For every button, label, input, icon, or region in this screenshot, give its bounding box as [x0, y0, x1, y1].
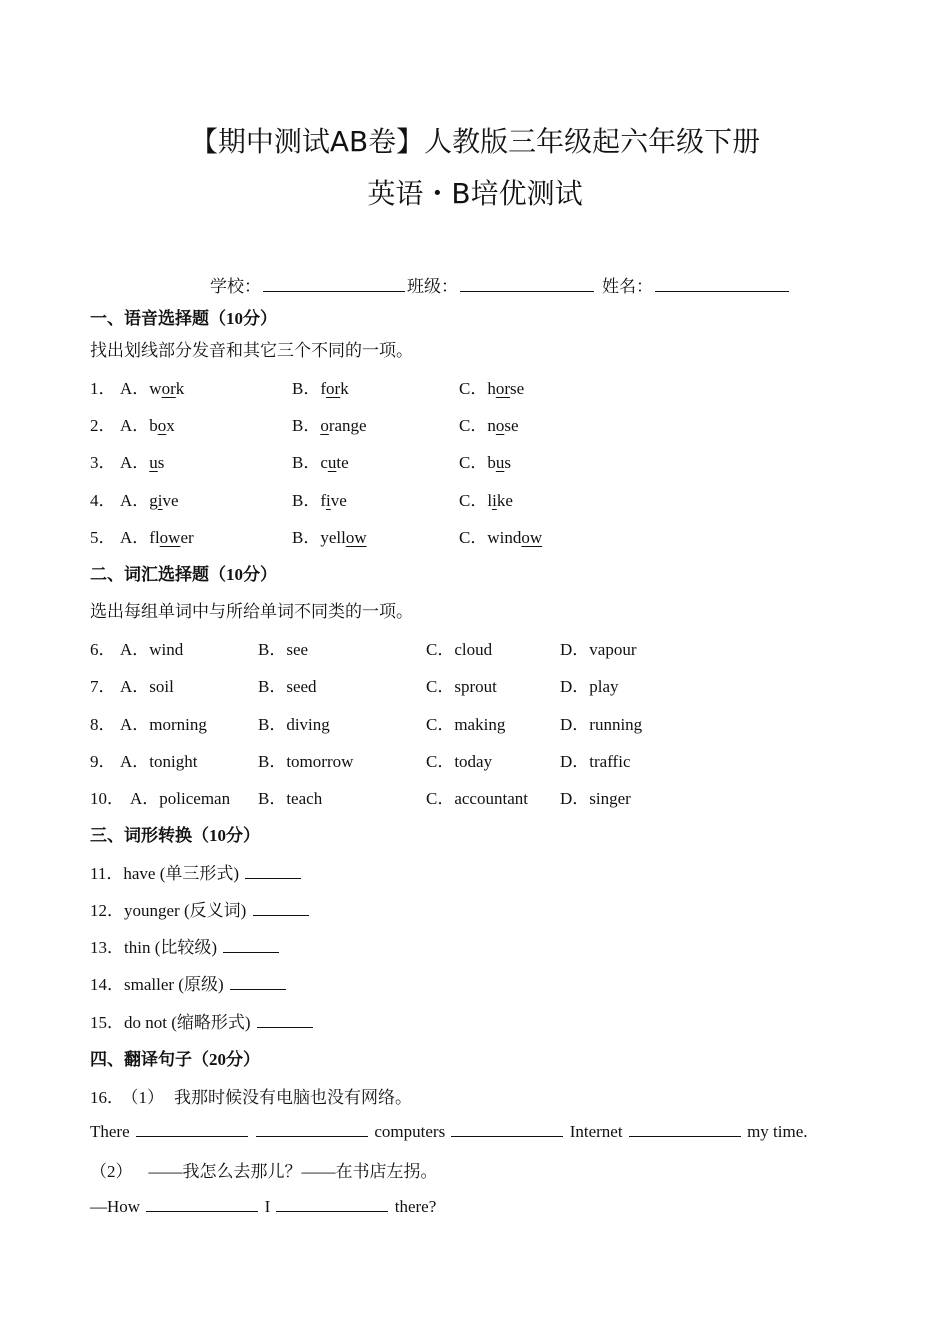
option-b: B．fork [292, 379, 349, 398]
option-d: D．play [560, 677, 619, 696]
student-info [210, 272, 791, 297]
option-b: B．cute [292, 453, 349, 472]
answer-blank[interactable] [223, 936, 279, 953]
option-a: A．tonight [120, 752, 198, 771]
word-form-item: 15．do not (缩略形式) [90, 1008, 315, 1033]
question-number: 10． [90, 789, 124, 808]
option-c: C．making [426, 715, 506, 734]
answer-blank[interactable] [276, 1195, 388, 1212]
class-label: 班级： [407, 277, 458, 296]
option-a: A．box [120, 416, 175, 435]
word-form-item: 12．younger (反义词) [90, 896, 311, 921]
option-d: D．running [560, 715, 643, 734]
option-c: C．today [426, 752, 493, 771]
question-number: 5． [90, 528, 116, 547]
option-a: A．work [120, 379, 185, 398]
option-c: C．window [459, 528, 543, 547]
option-d: D．singer [560, 789, 631, 808]
answer-blank[interactable] [629, 1120, 741, 1137]
option-b: B．yellow [292, 528, 367, 547]
option-b: B．teach [258, 789, 323, 808]
option-b: B．five [292, 491, 347, 510]
option-d: D．vapour [560, 640, 637, 659]
option-b: B．orange [292, 416, 367, 435]
question-number: 6． [90, 640, 116, 659]
question-number: 7． [90, 677, 116, 696]
option-b: B．see [258, 640, 309, 659]
option-a: A．soil [120, 677, 174, 696]
option-c: C．bus [459, 453, 511, 472]
option-a: A．wind [120, 640, 184, 659]
option-c: C．sprout [426, 677, 497, 696]
name-label: 姓名： [602, 277, 653, 296]
question-number: 3． [90, 453, 116, 472]
answer-blank[interactable] [256, 1120, 368, 1137]
question-number: 4． [90, 491, 116, 510]
option-c: C．accountant [426, 789, 528, 808]
translation-answer-line: —How I there? [90, 1197, 437, 1216]
section-heading: 一、语音选择题（10分） [90, 309, 277, 328]
option-a: A．policeman [130, 789, 231, 808]
answer-blank[interactable] [257, 1011, 313, 1028]
section-instruction: 选出每组单词中与所给单词不同类的一项。 [90, 602, 413, 621]
option-a: A．morning [120, 715, 207, 734]
option-b: B．tomorrow [258, 752, 354, 771]
question-number: 8． [90, 715, 116, 734]
word-form-item: 13．thin (比较级) [90, 933, 281, 958]
option-a: A．flower [120, 528, 194, 547]
option-b: B．seed [258, 677, 317, 696]
translation-question: 16． （1） 我那时候没有电脑也没有网络。 [90, 1088, 412, 1107]
option-c: C．like [459, 491, 513, 510]
translation-answer-line: There computers Internet my time. [90, 1122, 808, 1141]
option-a: A．give [120, 491, 179, 510]
school-label: 学校： [210, 277, 261, 296]
answer-blank[interactable] [451, 1120, 563, 1137]
page-subtitle: 英语・B培优测试 [367, 177, 583, 210]
question-number: 1． [90, 379, 116, 398]
answer-blank[interactable] [245, 862, 301, 879]
answer-blank[interactable] [253, 899, 309, 916]
word-form-item: 11．have (单三形式) [90, 859, 303, 884]
option-c: C．cloud [426, 640, 493, 659]
answer-blank[interactable] [230, 973, 286, 990]
option-b: B．diving [258, 715, 330, 734]
section-heading: 二、词汇选择题（10分） [90, 565, 277, 584]
school-field[interactable] [263, 275, 405, 292]
answer-blank[interactable] [146, 1195, 258, 1212]
class-field[interactable] [460, 275, 594, 292]
option-a: A．us [120, 453, 165, 472]
answer-blank[interactable] [136, 1120, 248, 1137]
section-instruction: 找出划线部分发音和其它三个不同的一项。 [90, 341, 413, 360]
option-c: C．nose [459, 416, 519, 435]
page-title: 【期中测试AB卷】人教版三年级起六年级下册 [189, 125, 761, 158]
question-number: 2． [90, 416, 116, 435]
option-c: C．horse [459, 379, 525, 398]
section-heading: 四、翻译句子（20分） [90, 1050, 260, 1069]
translation-question: （2） ——我怎么去那儿？——在书店左拐。 [90, 1162, 438, 1181]
option-d: D．traffic [560, 752, 631, 771]
section-heading: 三、词形转换（10分） [90, 826, 260, 845]
word-form-item: 14．smaller (原级) [90, 970, 288, 995]
name-field[interactable] [655, 275, 789, 292]
question-number: 9． [90, 752, 116, 771]
